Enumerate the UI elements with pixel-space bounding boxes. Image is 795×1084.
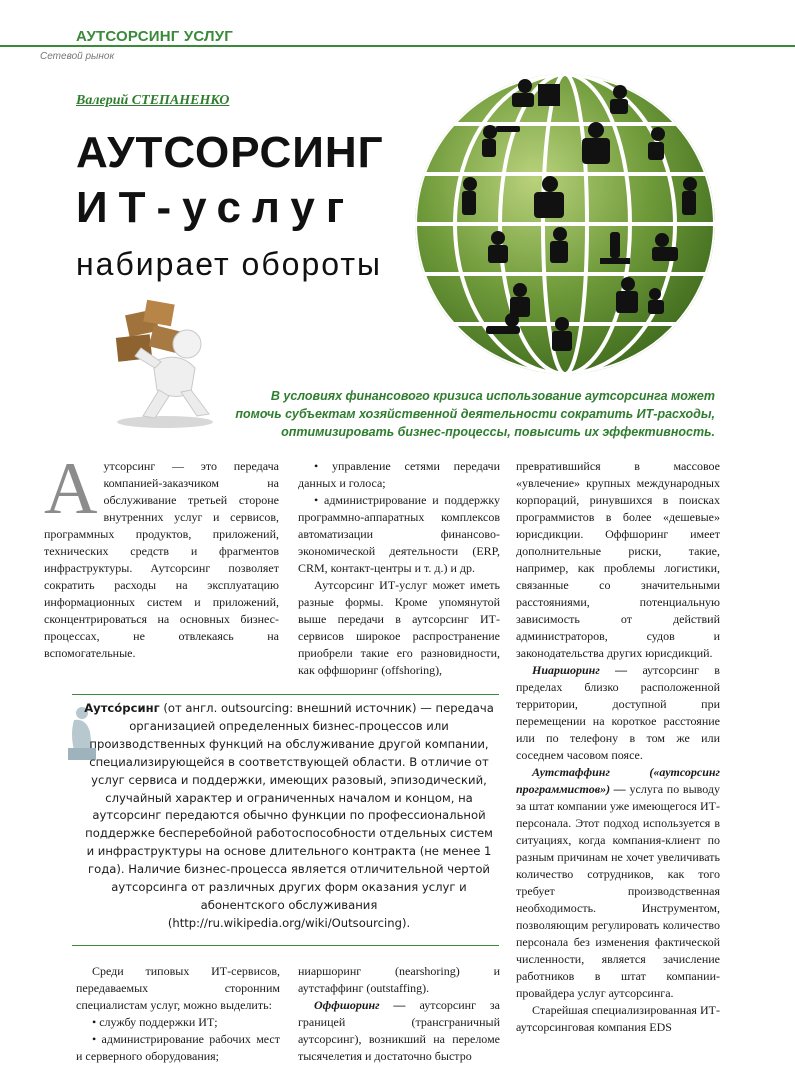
article-column-2-bottom (298, 963, 500, 1065)
globe-illustration (400, 62, 730, 387)
article-column-1 (44, 448, 279, 662)
section-title: АУТСОРСИНГ УСЛУГ (76, 28, 233, 45)
paragraph: Ниаршоринг — аутсорсинг в пределах близко расположенной территории, доступной при перемещении на короткое расстояние или по телефону в том же или соседнем часовом поясе. (516, 663, 720, 762)
article-column-1-bottom (76, 963, 280, 1065)
paragraph: утсорсинг — это передача компанией-заказчиком на обслуживание третьей стороне внутренних услуг и сервисов, программных продуктов, приложений, технических средств и фрагментов инфраструктуры. Аутсорсинг позволяет сократить расходы на эксплуатацию информационных систем и приложений, сконцентрироваться на основных бизнес-процессах, не отвлекаясь на вспомогательные. (44, 459, 279, 660)
term-outstaffing: Аутстаффинг («аутсорсинг программистов») — (516, 765, 720, 796)
headline-line-2: ИТ-услуг (76, 183, 356, 232)
term-nearshoring: Ниаршоринг — (532, 663, 628, 677)
header-rule (0, 45, 795, 47)
paragraph: Среди типовых ИТ-сервисов, передаваемых сторонним специалистам услуг, можно выделить: (76, 964, 280, 1012)
paragraph: Старейшая специализированная ИТ-аутсорсинговая компания EDS (516, 1003, 720, 1034)
subsection-title: Сетевой рынок (40, 51, 115, 62)
article-column-3 (516, 458, 720, 1036)
definition-text: Аутсо́рсинг (от англ. outsourcing: внешний источник) — передача организацией определенных бизнес-процессов или производственных функций на обслуживание другой компании, специализирующейся в соответствующей области. В отличие от услуг сервиса и поддержки, имеющих разовый, эпизодический, случайный характер и ограниченных началом и концом, на аутсорсинг передаются обычно функции по профессиональной поддержке бесперебойной работоспособности отдельных систем и инфраструктуры на основе длительного контракта (не менее 1 года). Наличие бизнес-процесса является отличительной чертой аутсорсинга от различных других форм оказания услуг и абонентского обслуживания (http://ru.wikipedia.org/wiki/Outsourcing). (84, 701, 494, 930)
paragraph: превратившийся в массовое «увлечение» крупных международных корпораций, ринувшихся в поисках программистов в более «дешевые» юрисдикции. Оффшоринг имеет дополнительные риски, такие, например, как проблемы логистики, связанные со значительными расстояниями, потенциальную зависимость от действий администраторов, судов и законодательства других юрисдикций. (516, 459, 720, 660)
paragraph: ниаршоринг (nearshoring) и аутстаффинг (outstaffing). (298, 964, 500, 995)
paragraph: Аутсорсинг ИТ-услуг может иметь разные формы. Кроме упомянутой выше передачи в аутсорсинг ИТ-сервисов широкое распространение приобрели такие его разновидности, как оффшоринг (offshoring), (298, 578, 500, 677)
bullet-item: • администрирование рабочих мест и серверного оборудования; (76, 1032, 280, 1063)
definition-rule-bottom (72, 945, 499, 946)
headline-subtitle: набирает обороты (76, 246, 383, 282)
article-column-2 (298, 458, 500, 679)
bullet-item: • управление сетями передачи данных и голоса; (298, 459, 500, 490)
mascot-with-boxes-illustration (95, 292, 245, 432)
definition-term: Аутсо́рсинг (84, 701, 160, 715)
headline-line-1: АУТСОРСИНГ (76, 128, 384, 177)
bullet-item: • администрирование и поддержку программно-аппаратных комплексов автоматизации финансово-экономической деятельности (ERP, CRM, контакт-центры и т. д.) и др. (298, 493, 500, 575)
drop-cap: А (44, 448, 98, 530)
paragraph: Оффшоринг — аутсорсинг за границей (трансграничный аутсорсинг), возникший на переломе тысячелетия и достаточно быстро (298, 998, 501, 1063)
term-offshoring: Оффшоринг — (314, 998, 406, 1012)
bullet-item: • службу поддержки ИТ; (92, 1015, 218, 1029)
lead-paragraph: В условиях финансового кризиса использование аутсорсинга может помочь субъектам хозяйственной деятельности сократить ИТ-расходы, оптимизировать бизнес-процессы, повысить их эффективность. (235, 389, 715, 439)
paragraph: Аутстаффинг («аутсорсинг программистов») — услуга по выводу за штат компании уже имеющегося ИТ-персонала. Этот подход используется в ситуациях, когда компания-клиент по разным причинам не хочет увеличивать количество сотрудников, как того требует производственная необходимость. Инструментом, позволяющим регулировать количество персонала без изменения фактической численности, является зачисление работников в штат компании-провайдера услуг аутсорсинга. (516, 765, 720, 1000)
definition-rule-top (72, 694, 499, 695)
author-name: Валерий СТЕПАНЕНКО (76, 93, 230, 108)
